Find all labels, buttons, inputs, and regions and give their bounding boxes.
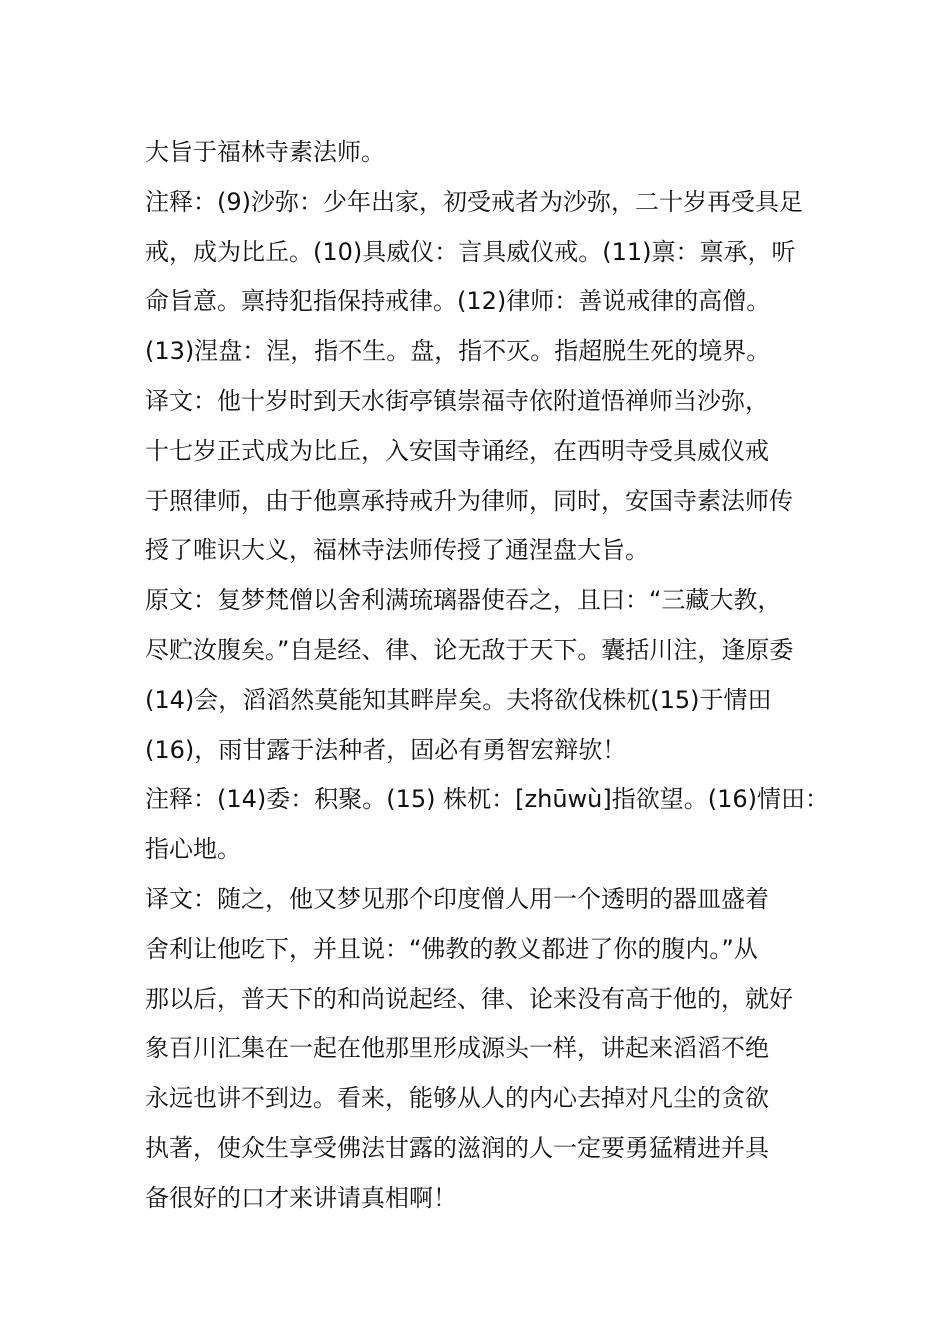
text-line: 戒，成为比丘。(10)具威仪：言具威仪戒。(11)禀：禀承，听 (145, 237, 796, 266)
text-line: 于照律师，由于他禀承持戒升为律师，同时，安国寺素法师传 (145, 486, 793, 515)
text-line: 备很好的口才来讲请真相啊！ (145, 1183, 457, 1212)
text-line: 注释：(9)沙弥：少年出家，初受戒者为沙弥，二十岁再受具足 (145, 187, 803, 216)
text-line: (16)，雨甘露于法种者，固必有勇智宏辩欤！ (145, 735, 627, 764)
text-line: 那以后，普天下的和尚说起经、律、论来没有高于他的，就好 (145, 984, 793, 1013)
text-line: 十七岁正式成为比丘，入安国寺诵经，在西明寺受具威仪戒 (145, 436, 769, 465)
text-line: (14)会，滔滔然莫能知其畔岸矣。夫将欲伐株杌(15)于情田 (145, 685, 772, 714)
text-line: 执著，使众生享受佛法甘露的滋润的人一定要勇猛精进并具 (145, 1133, 769, 1162)
text-line: 译文：他十岁时到天水街亭镇崇福寺依附道悟禅师当沙弥， (145, 386, 769, 415)
text-line: 命旨意。禀持犯指保持戒律。(12)律师：善说戒律的高僧。 (145, 287, 771, 316)
text-line: 舍利让他吃下，并且说：“佛教的教义都进了你的腹内。”从 (145, 934, 758, 963)
text-line: 授了唯识大义，福林寺法师传授了通涅盘大旨。 (145, 536, 649, 565)
text-line: 指心地。 (145, 835, 241, 864)
text-line: 译文：随之，他又梦见那个印度僧人用一个透明的器皿盛着 (145, 884, 769, 913)
text-line: (13)涅盘：涅，指不生。盘，指不灭。指超脱生死的境界。 (145, 337, 771, 366)
text-line: 注释：(14)委：积聚。(15) 株杌：[zhūwù]指欲望。(16)情田： (145, 785, 830, 814)
text-line: 象百川汇集在一起在他那里形成源头一样，讲起来滔滔不绝 (145, 1034, 769, 1063)
text-line: 原文：复梦梵僧以舍利满琉璃器使吞之，且曰：“三藏大教， (145, 586, 782, 615)
document-body (145, 128, 830, 1224)
text-line: 大旨于福林寺素法师。 (145, 138, 385, 166)
text-line: 尽贮汝腹矣。”自是经、律、论无敌于天下。囊括川注，逢原委 (145, 635, 794, 664)
text-line: 永远也讲不到边。看来，能够从人的内心去掉对凡尘的贪欲 (145, 1084, 769, 1113)
